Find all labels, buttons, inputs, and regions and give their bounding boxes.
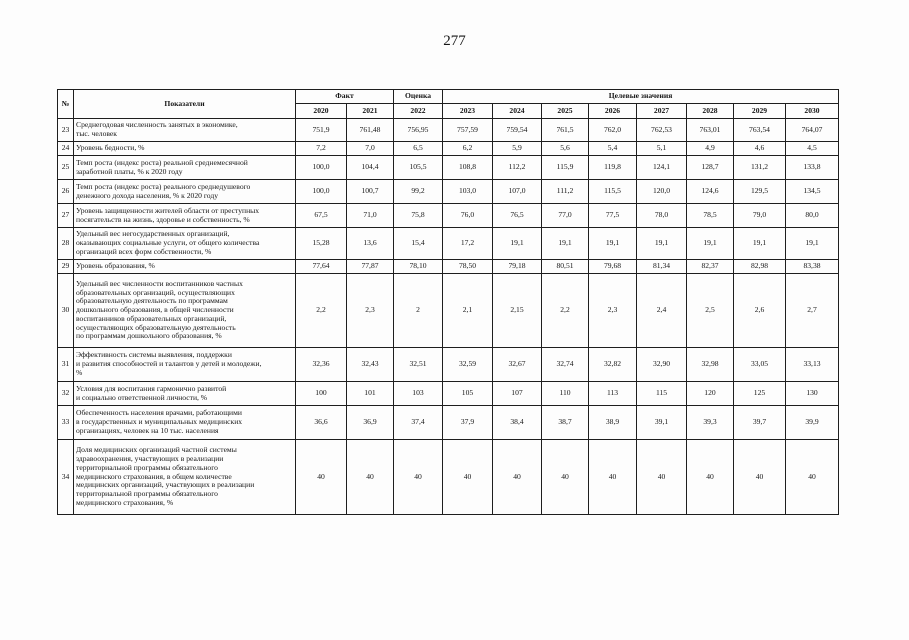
value-cell: 5,6: [542, 142, 589, 156]
value-cell: 82,37: [687, 260, 734, 274]
row-number: 25: [58, 156, 74, 180]
value-cell: 36,6: [296, 406, 347, 440]
row-number: 23: [58, 119, 74, 142]
header-year: 2025: [542, 104, 589, 119]
indicator-name: Уровень защищенности жителей области от преступных посягательств на жизнь, здоровье и собственность, %: [74, 204, 296, 228]
header-group-target: Целевые значения: [443, 90, 839, 104]
value-cell: 756,95: [394, 119, 443, 142]
value-cell: 32,98: [687, 348, 734, 382]
table-body: [58, 119, 839, 515]
table-row: [58, 274, 839, 348]
value-cell: 78,5: [687, 204, 734, 228]
value-cell: 82,98: [734, 260, 786, 274]
value-cell: 19,1: [734, 228, 786, 260]
header-year: 2028: [687, 104, 734, 119]
value-cell: 76,0: [443, 204, 493, 228]
value-cell: 77,87: [347, 260, 394, 274]
value-cell: 115: [637, 382, 687, 406]
value-cell: 2: [394, 274, 443, 348]
value-cell: 2,3: [347, 274, 394, 348]
value-cell: 2,15: [493, 274, 542, 348]
header-year: 2030: [786, 104, 839, 119]
value-cell: 39,1: [637, 406, 687, 440]
value-cell: 2,6: [734, 274, 786, 348]
value-cell: 39,7: [734, 406, 786, 440]
value-cell: 40: [347, 440, 394, 515]
value-cell: 33,05: [734, 348, 786, 382]
value-cell: 99,2: [394, 180, 443, 204]
value-cell: 38,7: [542, 406, 589, 440]
value-cell: 110: [542, 382, 589, 406]
value-cell: 111,2: [542, 180, 589, 204]
indicator-name: Эффективность системы выявления, поддержки и развития способностей и талантов у детей и молодежи, %: [74, 348, 296, 382]
header-num: №: [58, 90, 74, 119]
row-number: 34: [58, 440, 74, 515]
value-cell: 124,1: [637, 156, 687, 180]
value-cell: 38,4: [493, 406, 542, 440]
value-cell: 32,59: [443, 348, 493, 382]
header-indicator: Показатели: [74, 90, 296, 119]
value-cell: 7,2: [296, 142, 347, 156]
header-year: 2023: [443, 104, 493, 119]
value-cell: 2,5: [687, 274, 734, 348]
value-cell: 108,8: [443, 156, 493, 180]
value-cell: 78,0: [637, 204, 687, 228]
value-cell: 105: [443, 382, 493, 406]
value-cell: 757,59: [443, 119, 493, 142]
value-cell: 40: [786, 440, 839, 515]
value-cell: 38,9: [589, 406, 637, 440]
value-cell: 40: [687, 440, 734, 515]
value-cell: 103: [394, 382, 443, 406]
indicator-name: Среднегодовая численность занятых в экономике, тыс. человек: [74, 119, 296, 142]
value-cell: 100,0: [296, 180, 347, 204]
value-cell: 100,0: [296, 156, 347, 180]
value-cell: 764,07: [786, 119, 839, 142]
table-row: [58, 156, 839, 180]
value-cell: 32,36: [296, 348, 347, 382]
value-cell: 79,0: [734, 204, 786, 228]
value-cell: 71,0: [347, 204, 394, 228]
value-cell: 79,68: [589, 260, 637, 274]
row-number: 30: [58, 274, 74, 348]
value-cell: 19,1: [542, 228, 589, 260]
value-cell: 5,9: [493, 142, 542, 156]
value-cell: 75,8: [394, 204, 443, 228]
value-cell: 5,4: [589, 142, 637, 156]
value-cell: 763,54: [734, 119, 786, 142]
value-cell: 37,9: [443, 406, 493, 440]
value-cell: 15,28: [296, 228, 347, 260]
indicator-name: Удельный вес численности воспитанников частных образовательных организаций, осуществляющих образовательную деятельность по программам дошкольного образования, в общей численности воспитанников образовательных организаций, осуществляющих образовательную деятельность по программам дошкольного образования, %: [74, 274, 296, 348]
value-cell: 40: [734, 440, 786, 515]
value-cell: 40: [493, 440, 542, 515]
value-cell: 6,2: [443, 142, 493, 156]
row-number: 31: [58, 348, 74, 382]
value-cell: 19,1: [687, 228, 734, 260]
value-cell: 100,7: [347, 180, 394, 204]
header-year: 2022: [394, 104, 443, 119]
value-cell: 39,3: [687, 406, 734, 440]
value-cell: 100: [296, 382, 347, 406]
row-number: 27: [58, 204, 74, 228]
table-row: [58, 142, 839, 156]
value-cell: 115,5: [589, 180, 637, 204]
value-cell: 107: [493, 382, 542, 406]
value-cell: 2,2: [542, 274, 589, 348]
value-cell: 129,5: [734, 180, 786, 204]
table-row: [58, 204, 839, 228]
value-cell: 119,8: [589, 156, 637, 180]
header-year: 2029: [734, 104, 786, 119]
value-cell: 80,0: [786, 204, 839, 228]
value-cell: 107,0: [493, 180, 542, 204]
header-year: 2026: [589, 104, 637, 119]
indicator-name: Темп роста (индекс роста) реального среднедушевого денежного дохода населения, % к 2020 году: [74, 180, 296, 204]
value-cell: 124,6: [687, 180, 734, 204]
value-cell: 19,1: [786, 228, 839, 260]
row-number: 29: [58, 260, 74, 274]
value-cell: 7,0: [347, 142, 394, 156]
header-group-fact: Факт: [296, 90, 394, 104]
value-cell: 2,1: [443, 274, 493, 348]
header-year: 2021: [347, 104, 394, 119]
row-number: 33: [58, 406, 74, 440]
value-cell: 4,9: [687, 142, 734, 156]
value-cell: 2,7: [786, 274, 839, 348]
row-number: 32: [58, 382, 74, 406]
value-cell: 32,51: [394, 348, 443, 382]
table-header: [58, 90, 839, 119]
value-cell: 762,0: [589, 119, 637, 142]
page-number: 277: [443, 33, 466, 49]
value-cell: 17,2: [443, 228, 493, 260]
indicator-name: Условия для воспитания гармонично развитой и социально ответственной личности, %: [74, 382, 296, 406]
header-year: 2024: [493, 104, 542, 119]
row-number: 28: [58, 228, 74, 260]
value-cell: 113: [589, 382, 637, 406]
value-cell: 78,10: [394, 260, 443, 274]
value-cell: 67,5: [296, 204, 347, 228]
value-cell: 125: [734, 382, 786, 406]
row-number: 26: [58, 180, 74, 204]
row-number: 24: [58, 142, 74, 156]
value-cell: 130: [786, 382, 839, 406]
header-group-estimate: Оценка: [394, 90, 443, 104]
value-cell: 4,6: [734, 142, 786, 156]
value-cell: 751,9: [296, 119, 347, 142]
value-cell: 120,0: [637, 180, 687, 204]
table-row: [58, 119, 839, 142]
header-year: 2027: [637, 104, 687, 119]
indicator-name: Темп роста (индекс роста) реальной среднемесячной заработной платы, % к 2020 году: [74, 156, 296, 180]
value-cell: 112,2: [493, 156, 542, 180]
value-cell: 761,48: [347, 119, 394, 142]
value-cell: 134,5: [786, 180, 839, 204]
value-cell: 39,9: [786, 406, 839, 440]
value-cell: 37,4: [394, 406, 443, 440]
table-row: [58, 348, 839, 382]
value-cell: 40: [296, 440, 347, 515]
indicator-name: Обеспеченность населения врачами, работающими в государственных и муниципальных медицинских организациях, человек на 10 тыс. населения: [74, 406, 296, 440]
table-row: [58, 440, 839, 515]
value-cell: 32,74: [542, 348, 589, 382]
value-cell: 40: [443, 440, 493, 515]
value-cell: 2,4: [637, 274, 687, 348]
value-cell: 2,3: [589, 274, 637, 348]
value-cell: 32,82: [589, 348, 637, 382]
value-cell: 120: [687, 382, 734, 406]
value-cell: 32,67: [493, 348, 542, 382]
value-cell: 19,1: [589, 228, 637, 260]
value-cell: 33,13: [786, 348, 839, 382]
value-cell: 2,2: [296, 274, 347, 348]
table-row: [58, 228, 839, 260]
value-cell: 76,5: [493, 204, 542, 228]
table-row: [58, 382, 839, 406]
value-cell: 40: [637, 440, 687, 515]
indicator-name: Уровень бедности, %: [74, 142, 296, 156]
value-cell: 762,53: [637, 119, 687, 142]
indicators-table: [57, 89, 839, 515]
value-cell: 40: [394, 440, 443, 515]
value-cell: 15,4: [394, 228, 443, 260]
value-cell: 77,64: [296, 260, 347, 274]
value-cell: 115,9: [542, 156, 589, 180]
value-cell: 6,5: [394, 142, 443, 156]
header-year: 2020: [296, 104, 347, 119]
value-cell: 131,2: [734, 156, 786, 180]
value-cell: 77,0: [542, 204, 589, 228]
value-cell: 40: [542, 440, 589, 515]
table-row: [58, 180, 839, 204]
value-cell: 763,01: [687, 119, 734, 142]
table-row: [58, 406, 839, 440]
value-cell: 5,1: [637, 142, 687, 156]
value-cell: 83,38: [786, 260, 839, 274]
value-cell: 133,8: [786, 156, 839, 180]
value-cell: 4,5: [786, 142, 839, 156]
value-cell: 77,5: [589, 204, 637, 228]
indicator-name: Доля медицинских организаций частной системы здравоохранения, участвующих в реализации территориальной программы обязательного медицинского страхования, в общем количестве медицинских организаций, участвующих в реализации территориальной программы обязательного медицинского страхования, %: [74, 440, 296, 515]
value-cell: 101: [347, 382, 394, 406]
value-cell: 761,5: [542, 119, 589, 142]
value-cell: 81,34: [637, 260, 687, 274]
indicator-name: Уровень образования, %: [74, 260, 296, 274]
value-cell: 19,1: [493, 228, 542, 260]
value-cell: 759,54: [493, 119, 542, 142]
value-cell: 105,5: [394, 156, 443, 180]
value-cell: 32,90: [637, 348, 687, 382]
table-row: [58, 260, 839, 274]
value-cell: 32,43: [347, 348, 394, 382]
value-cell: 19,1: [637, 228, 687, 260]
value-cell: 40: [589, 440, 637, 515]
value-cell: 79,18: [493, 260, 542, 274]
indicator-name: Удельный вес негосударственных организаций, оказывающих социальные услуги, от общего количества организаций всех форм собственности, %: [74, 228, 296, 260]
value-cell: 80,51: [542, 260, 589, 274]
value-cell: 13,6: [347, 228, 394, 260]
value-cell: 78,50: [443, 260, 493, 274]
value-cell: 104,4: [347, 156, 394, 180]
value-cell: 103,0: [443, 180, 493, 204]
value-cell: 36,9: [347, 406, 394, 440]
value-cell: 128,7: [687, 156, 734, 180]
